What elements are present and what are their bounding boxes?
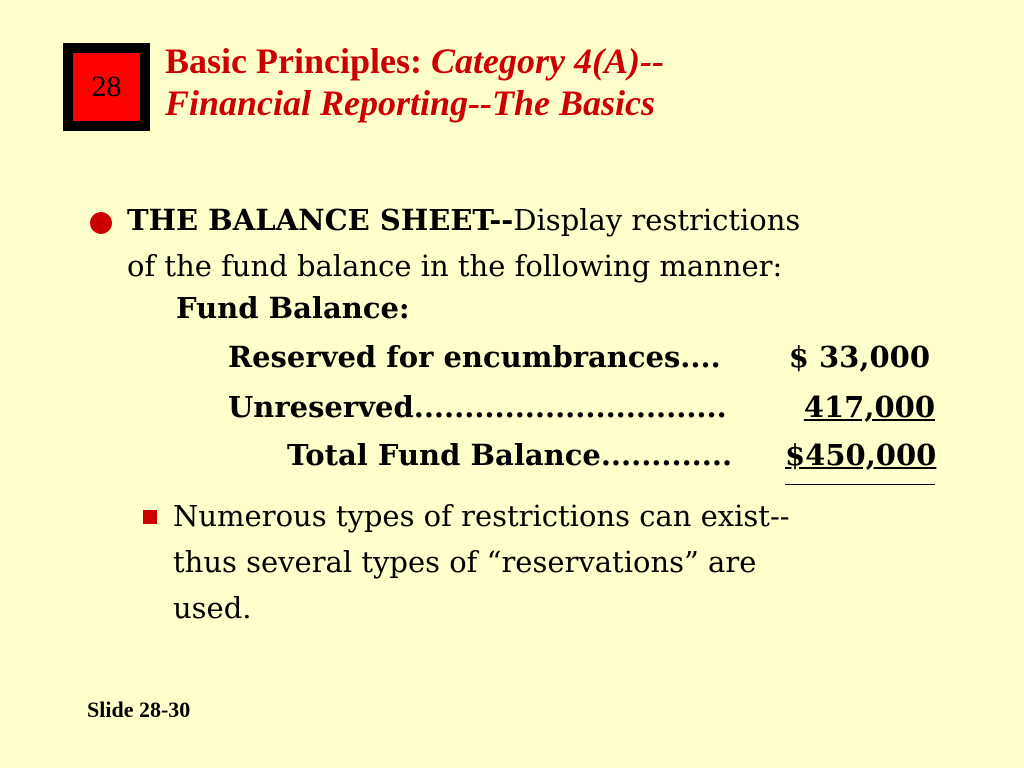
total-fund-balance-amount: $450,000 bbox=[785, 438, 937, 472]
unreserved-amount: 417,000 bbox=[803, 390, 935, 424]
slide-number-badge bbox=[63, 43, 150, 131]
slide-title-line-1 bbox=[165, 40, 985, 82]
balance-sheet-bullet-line-1 bbox=[127, 197, 947, 243]
slide-number-badge-fill bbox=[73, 53, 140, 121]
reservations-line-3: used. bbox=[173, 591, 252, 625]
round-bullet-icon bbox=[90, 212, 112, 234]
square-bullet-icon bbox=[143, 510, 157, 524]
slide-title-line-2: Financial Reporting--The Basics bbox=[165, 83, 656, 123]
reserved-encumbrances-label: Reserved for encumbrances.... bbox=[228, 340, 721, 374]
reservations-line-2: thus several types of “reservations” are bbox=[173, 545, 757, 579]
slide-footer-number: Slide 28-30 bbox=[87, 697, 191, 722]
balance-sheet-bullet-line-2: of the fund balance in the following manner: bbox=[127, 249, 783, 283]
reserved-encumbrances-amount: $ 33,000 bbox=[788, 340, 930, 374]
reservations-sub-bullet-text bbox=[173, 493, 953, 631]
fund-balance-label: Fund Balance: bbox=[176, 291, 410, 325]
total-double-underline bbox=[785, 484, 935, 485]
slide-title-category: Category 4(A)-- bbox=[430, 41, 664, 81]
balance-sheet-heading: THE BALANCE SHEET-- bbox=[127, 203, 514, 237]
balance-sheet-bullet-text bbox=[127, 197, 947, 289]
unreserved-label: Unreserved............................... bbox=[228, 390, 727, 424]
slide-title bbox=[165, 40, 985, 124]
reservations-line-1: Numerous types of restrictions can exist-- bbox=[173, 499, 790, 533]
slide-title-plain: Basic Principles: bbox=[165, 41, 431, 81]
slide-number-text: 28 bbox=[91, 70, 122, 103]
balance-sheet-description: Display restrictions bbox=[513, 203, 801, 237]
total-fund-balance-label: Total Fund Balance............. bbox=[287, 438, 733, 472]
